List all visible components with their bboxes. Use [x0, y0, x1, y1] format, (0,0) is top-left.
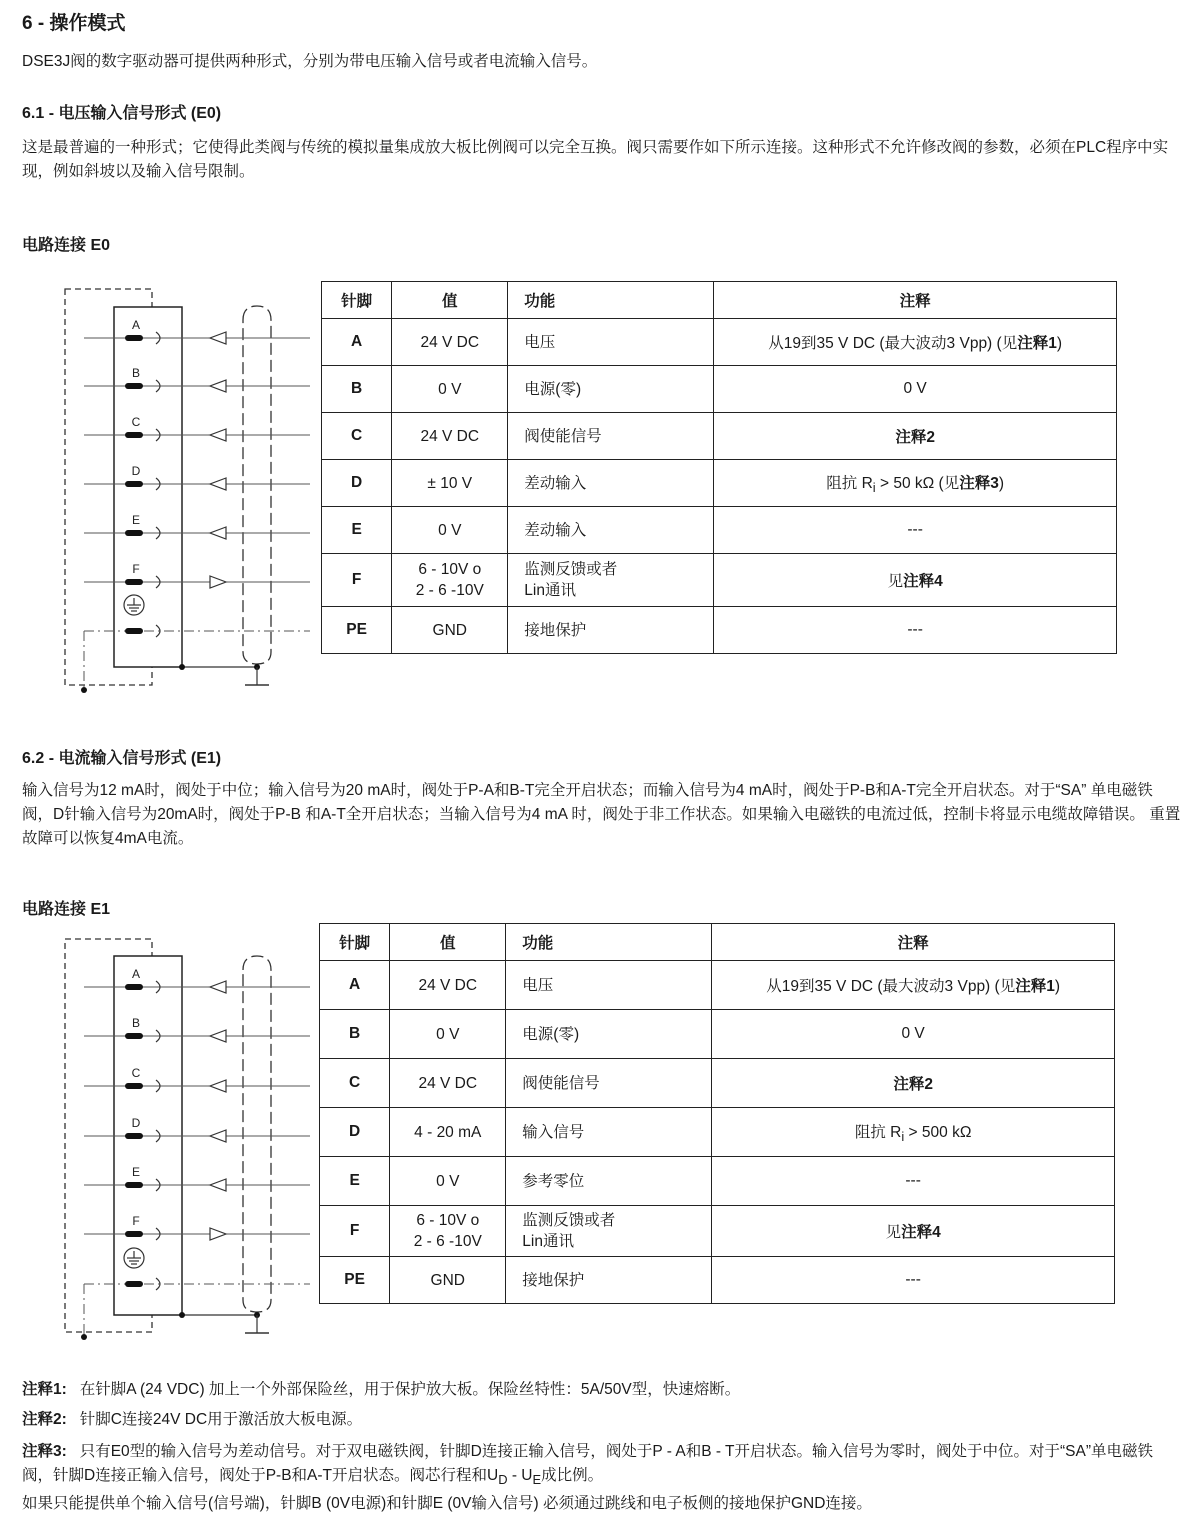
- function-text: 接地保护: [522, 1271, 585, 1289]
- note-text-2: > 500 kΩ: [904, 1123, 972, 1141]
- junction-dot: [81, 1334, 87, 1340]
- note-1: [22, 1378, 1182, 1402]
- pin-contact: [125, 984, 143, 990]
- function-cell: [508, 607, 714, 654]
- cable-shield: [243, 956, 271, 1312]
- wiring-diagram-e1: [0, 922, 320, 1350]
- junction-dot: [179, 664, 185, 670]
- function-cell: [506, 1157, 712, 1206]
- wiring-diagram-e0: [0, 280, 320, 700]
- connector-box: [114, 307, 182, 667]
- pin-label: A: [131, 967, 141, 981]
- function-text: 监测反馈或者: [522, 1212, 616, 1229]
- note-1-label: 注释1:: [22, 1381, 67, 1398]
- s61-title: 6.1 - 电压输入信号形式 (E0): [22, 105, 222, 122]
- section-title: 6 - 操作模式: [22, 13, 126, 34]
- value-cell: [390, 961, 506, 1010]
- note-text: 见: [887, 573, 904, 590]
- table-header-cell: 功能: [506, 924, 712, 961]
- value-cell: [392, 413, 508, 460]
- function-text: 电源(零): [522, 1025, 580, 1043]
- note-text: 0 V: [901, 1025, 925, 1042]
- pin-label: E: [131, 513, 141, 527]
- function-cell: [506, 1059, 712, 1108]
- table-header-cell: 注释: [714, 282, 1117, 319]
- function-text: 电压: [522, 976, 554, 994]
- pe-contact: [125, 628, 143, 634]
- function-text: 接地保护: [524, 621, 587, 639]
- note-subscript: i: [901, 1129, 905, 1145]
- value-text: ± 10 V: [427, 474, 473, 492]
- function-text: 电压: [524, 333, 556, 351]
- pin-cell: E: [322, 507, 392, 554]
- note-cell: [712, 1059, 1115, 1108]
- junction-dot: [179, 1312, 185, 1318]
- pin-cell: B: [320, 1010, 390, 1059]
- pin-label: F: [132, 1214, 140, 1228]
- table-row: [320, 1059, 1115, 1108]
- s61-text: 这是最普遍的一种形式；它使得此类阀与传统的模拟量集成放大板比例阀可以完全互换。阀只需要作如下所示连接。这种形式不允许修改阀的参数，必须在PLC程序中实现，例如斜坡以及输入信号限制。: [22, 139, 1169, 180]
- pin-label: B: [131, 366, 141, 380]
- value-cell: [392, 319, 508, 366]
- note-reference: 注释4: [903, 573, 943, 590]
- table-row: [322, 607, 1117, 654]
- function-text: 输入信号: [522, 1123, 585, 1141]
- pin-contact: [125, 579, 143, 585]
- value-cell: [392, 507, 508, 554]
- note-text: 见: [885, 1224, 902, 1241]
- input-arrow-icon: [210, 380, 226, 392]
- value-text: 24 V DC: [418, 1074, 478, 1092]
- value-text: 0 V: [438, 380, 462, 398]
- pin-table-e0: [321, 281, 1117, 654]
- note-reference: 注释2: [893, 1076, 933, 1093]
- function-text: 差动输入: [524, 474, 587, 492]
- note-text-end: ): [1054, 978, 1060, 995]
- e0-label: 电路连接 E0: [22, 237, 111, 254]
- pin-cell: C: [322, 413, 392, 460]
- pin-contact: [125, 1033, 143, 1039]
- note-reference: 注释3: [959, 474, 999, 492]
- note-reference: 注释4: [901, 1224, 941, 1241]
- function-cell: [508, 319, 714, 366]
- note-reference: 注释1: [1015, 978, 1055, 995]
- table-row: [322, 507, 1117, 554]
- note-text: 0 V: [903, 380, 927, 397]
- table-row: [322, 460, 1117, 507]
- s62-text: 输入信号为12 mA时，阀处于中位；输入信号为20 mA时，阀处于P-A和B-T完全开启状态；而输入信号为4 mA时，阀处于P-B和A-T完全开启状态。对于“SA” 单电磁铁阀，D针输入信号为20mA时，阀处于P-B 和A-T全开启状态；当输入信号为4 mA 时，阀处于非工作状态。如果输入电磁铁的电流过低，控制卡将显示电缆故障错误。 重置故障可以恢复4mA电流。: [22, 782, 1181, 847]
- cable-shield: [243, 306, 271, 664]
- pin-cell: PE: [320, 1257, 390, 1304]
- pin-contact: [125, 383, 143, 389]
- pin-contact: [125, 1083, 143, 1089]
- note-cell: [714, 607, 1117, 654]
- table-header-cell: 功能: [508, 282, 714, 319]
- input-arrow-icon: [210, 1130, 226, 1142]
- pin-cell: D: [322, 460, 392, 507]
- note-text: 阻抗 R: [854, 1123, 902, 1141]
- value-text: GND: [432, 621, 467, 639]
- pe-contact: [125, 1281, 143, 1287]
- pin-label: B: [131, 1016, 141, 1030]
- function-text: 参考零位: [522, 1172, 585, 1190]
- note-text: ---: [905, 1172, 921, 1189]
- output-arrow-icon: [210, 576, 226, 588]
- note-3-end: 成比例。: [541, 1467, 604, 1484]
- function-text: 差动输入: [524, 521, 587, 539]
- table-row: [322, 554, 1117, 607]
- table-header-cell: 值: [390, 924, 506, 961]
- input-arrow-icon: [210, 1030, 226, 1042]
- note-text-end: ): [998, 474, 1004, 492]
- function-text-2: Lin通讯: [522, 1233, 574, 1250]
- function-text-2: Lin通讯: [524, 582, 576, 599]
- table-row: [320, 1206, 1115, 1257]
- value-cell: [392, 554, 508, 607]
- note-text: 从19到35 V DC (最大波动3 Vpp) (见: [766, 978, 1016, 995]
- input-arrow-icon: [210, 527, 226, 539]
- value-cell: [390, 1108, 506, 1157]
- pin-contact: [125, 481, 143, 487]
- table-header-cell: 值: [392, 282, 508, 319]
- note-cell: [712, 961, 1115, 1010]
- function-cell: [506, 1010, 712, 1059]
- note-subscript: i: [872, 480, 876, 496]
- pin-contact: [125, 335, 143, 341]
- note-4: 如果只能提供单个输入信号(信号端)，针脚B (0V电源)和针脚E (0V输入信号) 必须通过跳线和电子板侧的接地保护GND连接。: [22, 1495, 872, 1512]
- value-text-2: 2 - 6 -10V: [415, 582, 484, 599]
- note-1-text: 在针脚A (24 VDC) 加上一个外部保险丝，用于保护放大板。保险丝特性：5A/50V型，快速熔断。: [79, 1381, 741, 1398]
- note-2-text: 针脚C连接24V DC用于激活放大板电源。: [79, 1411, 363, 1428]
- function-text: 监测反馈或者: [524, 561, 618, 578]
- table-row: [320, 1010, 1115, 1059]
- note-reference: 注释2: [895, 429, 935, 446]
- function-cell: [506, 1108, 712, 1157]
- value-text: GND: [430, 1271, 465, 1289]
- pin-contact: [125, 1182, 143, 1188]
- note-text: 从19到35 V DC (最大波动3 Vpp) (见: [768, 335, 1018, 352]
- function-cell: [508, 507, 714, 554]
- table-row: [320, 1108, 1115, 1157]
- function-text: 阀使能信号: [522, 1074, 600, 1092]
- value-text: 24 V DC: [420, 427, 480, 445]
- e1-label: 电路连接 E1: [22, 901, 111, 918]
- note-2: [22, 1408, 1182, 1432]
- note-3-sub-d: D: [498, 1472, 508, 1488]
- note-cell: [714, 366, 1117, 413]
- note-3-label: 注释3:: [22, 1443, 67, 1460]
- note-cell: [712, 1108, 1115, 1157]
- input-arrow-icon: [210, 1080, 226, 1092]
- note-cell: [712, 1257, 1115, 1304]
- value-cell: [392, 607, 508, 654]
- pin-table-e1: [319, 923, 1115, 1304]
- output-arrow-icon: [210, 1228, 226, 1240]
- pin-label: C: [131, 415, 141, 429]
- value-cell: [392, 366, 508, 413]
- s62-title: 6.2 - 电流输入信号形式 (E1): [22, 750, 222, 767]
- note-cell: [712, 1206, 1115, 1257]
- note-cell: [714, 507, 1117, 554]
- note-text: ---: [907, 521, 923, 538]
- value-cell: [390, 1157, 506, 1206]
- note-cell: [714, 319, 1117, 366]
- value-cell: [392, 460, 508, 507]
- pin-label: C: [131, 1066, 141, 1080]
- pin-cell: F: [320, 1206, 390, 1257]
- pin-label: D: [131, 464, 141, 478]
- pin-cell: A: [322, 319, 392, 366]
- table-row: [320, 1157, 1115, 1206]
- pin-cell: A: [320, 961, 390, 1010]
- function-cell: [506, 961, 712, 1010]
- input-arrow-icon: [210, 429, 226, 441]
- pin-label: E: [131, 1165, 141, 1179]
- value-cell: [390, 1059, 506, 1108]
- note-text: 阻抗 R: [826, 474, 873, 492]
- pin-cell: PE: [322, 607, 392, 654]
- note-3-mid: - U: [507, 1467, 533, 1484]
- function-cell: [508, 366, 714, 413]
- function-cell: [508, 413, 714, 460]
- pin-contact: [125, 530, 143, 536]
- value-cell: [390, 1010, 506, 1059]
- function-text: 阀使能信号: [524, 427, 602, 445]
- function-cell: [508, 554, 714, 607]
- table-row: [322, 366, 1117, 413]
- input-arrow-icon: [210, 332, 226, 344]
- note-3-text: 只有E0型的输入信号为差动信号。对于双电磁铁阀，针脚D连接正输入信号，阀处于P - A和B - T开启状态。输入信号为零时，阀处于中位。对于“SA”单电磁铁阀，针脚D连接正输入信号，阀处于P-B和A-T开启状态。阀芯行程和U: [22, 1443, 1153, 1484]
- pin-cell: E: [320, 1157, 390, 1206]
- table-row: [322, 319, 1117, 366]
- note-text-2: > 50 kΩ (见: [875, 474, 960, 492]
- note-cell: [712, 1010, 1115, 1059]
- junction-dot: [81, 687, 87, 693]
- pin-contact: [125, 1231, 143, 1237]
- value-text: 0 V: [436, 1172, 460, 1190]
- table-row: [320, 1257, 1115, 1304]
- note-3: [22, 1440, 1182, 1492]
- value-text: 24 V DC: [420, 333, 480, 351]
- table-row: [322, 413, 1117, 460]
- note-text-end: ): [1056, 335, 1062, 352]
- pin-label: F: [132, 562, 140, 576]
- pin-label: A: [131, 318, 141, 332]
- value-text: 6 - 10V o: [418, 561, 482, 578]
- pin-contact: [125, 1133, 143, 1139]
- value-text-2: 2 - 6 -10V: [413, 1233, 482, 1250]
- value-text: 0 V: [438, 521, 462, 539]
- value-cell: [390, 1206, 506, 1257]
- input-arrow-icon: [210, 981, 226, 993]
- value-text: 4 - 20 mA: [414, 1123, 482, 1141]
- note-cell: [714, 554, 1117, 607]
- note-text: ---: [905, 1271, 921, 1288]
- pin-cell: B: [322, 366, 392, 413]
- value-text: 24 V DC: [418, 976, 478, 994]
- table-row: [320, 961, 1115, 1010]
- value-cell: [390, 1257, 506, 1304]
- note-cell: [714, 460, 1117, 507]
- input-arrow-icon: [210, 478, 226, 490]
- value-text: 0 V: [436, 1025, 460, 1043]
- function-text: 电源(零): [524, 380, 582, 398]
- note-cell: [714, 413, 1117, 460]
- function-cell: [506, 1206, 712, 1257]
- pin-cell: F: [322, 554, 392, 607]
- table-header-cell: 注释: [712, 924, 1115, 961]
- function-cell: [508, 460, 714, 507]
- pin-label: D: [131, 1116, 141, 1130]
- note-2-label: 注释2:: [22, 1411, 67, 1428]
- note-3-sub-e: E: [532, 1472, 542, 1488]
- pin-cell: C: [320, 1059, 390, 1108]
- function-cell: [506, 1257, 712, 1304]
- note-cell: [712, 1157, 1115, 1206]
- pin-contact: [125, 432, 143, 438]
- note-reference: 注释1: [1017, 335, 1057, 352]
- input-arrow-icon: [210, 1179, 226, 1191]
- value-text: 6 - 10V o: [416, 1212, 480, 1229]
- intro-text: DSE3J阀的数字驱动器可提供两种形式，分别为带电压输入信号或者电流输入信号。: [22, 53, 598, 70]
- pin-cell: D: [320, 1108, 390, 1157]
- note-text: ---: [907, 621, 923, 638]
- table-header-cell: 针脚: [322, 282, 392, 319]
- table-header-cell: 针脚: [320, 924, 390, 961]
